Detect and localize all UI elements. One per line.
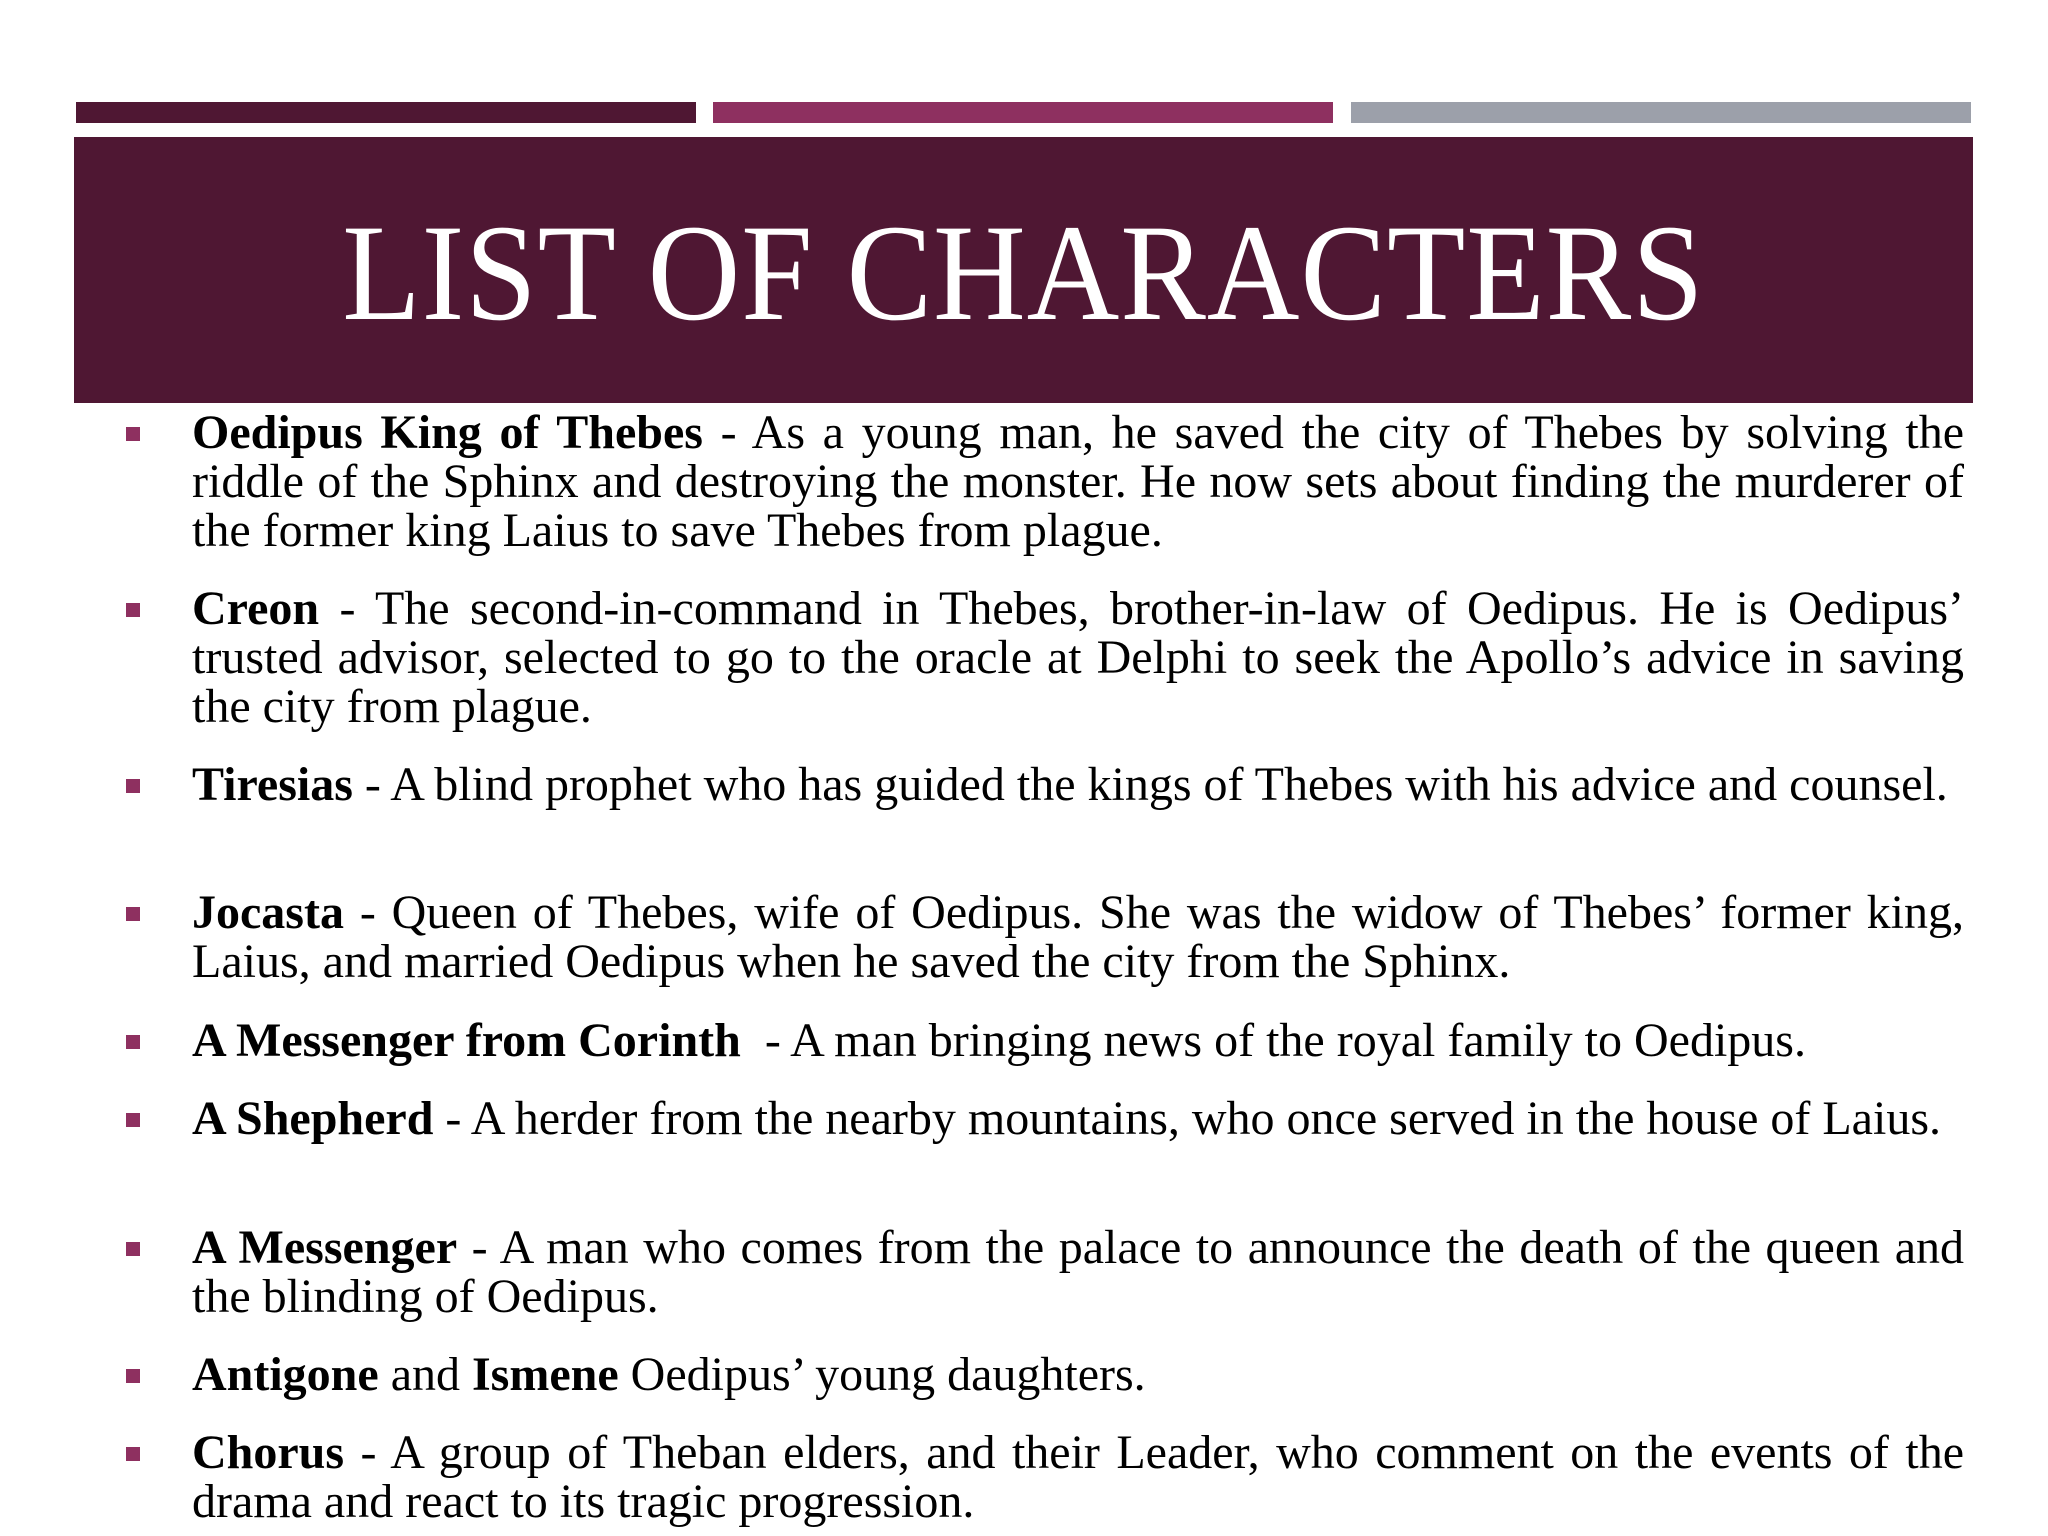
- decorative-bar-magenta: [713, 102, 1333, 123]
- list-item: [192, 408, 1964, 555]
- list-item: [192, 1350, 1964, 1399]
- list-item: [192, 1428, 1964, 1526]
- character-description: - A man who comes from the palace to announce the death of the queen and the blinding of Oedipus.: [192, 1221, 1965, 1323]
- character-name: Jocasta: [192, 886, 344, 939]
- character-name: A Messenger: [192, 1221, 458, 1274]
- square-bullet-icon: [126, 1113, 140, 1127]
- character-name: A Messenger from Corinth: [192, 1014, 741, 1067]
- character-name: Tiresias: [192, 758, 353, 811]
- connector-text: and: [378, 1348, 472, 1401]
- character-description: Oedipus’ young daughters.: [618, 1348, 1146, 1401]
- character-description: - A blind prophet who has guided the kings of Thebes with his advice and counsel.: [352, 758, 1948, 811]
- square-bullet-icon: [126, 907, 140, 921]
- decorative-bar-dark: [76, 102, 696, 123]
- list-item: [192, 888, 1964, 986]
- character-description: - A herder from the nearby mountains, who once served in the house of Laius.: [433, 1092, 1941, 1145]
- character-name: Antigone: [192, 1348, 379, 1401]
- square-bullet-icon: [126, 603, 140, 617]
- character-description: - As a young man, he saved the city of Thebes by solving the riddle of the Sphinx and destroying the monster. He now sets about finding the murderer of the former king Laius to save Thebes from plague.: [192, 406, 1965, 557]
- square-bullet-icon: [126, 1035, 140, 1049]
- slide-title: LIST OF CHARACTERS: [342, 196, 1705, 349]
- square-bullet-icon: [126, 779, 140, 793]
- list-item: [192, 1223, 1964, 1321]
- character-description: - A man bringing news of the royal family to Oedipus.: [740, 1014, 1806, 1067]
- square-bullet-icon: [126, 1242, 140, 1256]
- character-name: Chorus: [192, 1426, 345, 1479]
- decorative-bar-gray: [1351, 102, 1971, 123]
- character-name: A Shepherd: [192, 1092, 434, 1145]
- list-item: [192, 1016, 1964, 1065]
- character-name: Oedipus King of Thebes: [192, 406, 703, 459]
- list-item: [192, 584, 1964, 731]
- title-banner: [74, 137, 1973, 403]
- square-bullet-icon: [126, 1447, 140, 1461]
- list-item: [192, 760, 1964, 809]
- character-name: Creon: [192, 582, 320, 635]
- square-bullet-icon: [126, 1369, 140, 1383]
- square-bullet-icon: [126, 427, 140, 441]
- character-description: - Queen of Thebes, wife of Oedipus. She was the widow of Thebes’ former king, Laius, and married Oedipus when he saved the city from the Sphinx.: [192, 886, 1964, 988]
- list-item: [192, 1094, 1964, 1143]
- character-name: Ismene: [472, 1348, 619, 1401]
- character-description: - A group of Theban elders, and their Leader, who comment on the events of the drama and react to its tragic progression.: [192, 1426, 1964, 1528]
- character-description: - The second-in-command in Thebes, brother-in-law of Oedipus. He is Oedipus’ trusted advisor, selected to go to the oracle at Delphi to seek the Apollo’s advice in saving the city from plague.: [192, 582, 1964, 733]
